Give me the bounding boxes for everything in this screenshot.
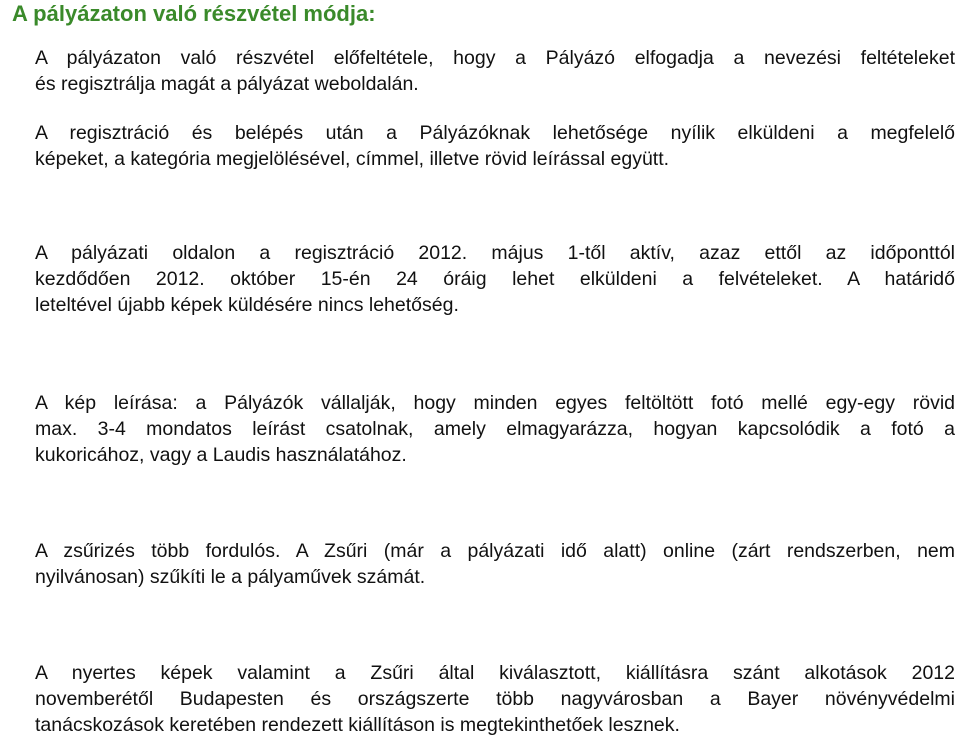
paragraph-participation-condition <box>35 45 955 97</box>
paragraph-line: A regisztráció és belépés után a Pályázóknak lehetősége nyílik elküldeni a megfelelő <box>35 122 955 144</box>
paragraph-line: A zsűrizés több fordulós. A Zsűri (már a pályázati idő alatt) online (zárt rendszerben, nem <box>35 540 955 562</box>
paragraph-line: és regisztrálja magát a pályázat weboldalán. <box>35 73 419 96</box>
paragraph-exhibition <box>35 660 955 739</box>
paragraph-line: max. 3-4 mondatos leírást csatolnak, amely elmagyarázza, hogyan kapcsolódik a fotó a <box>35 418 955 441</box>
paragraph-line: A kép leírása: a Pályázók vállalják, hogy minden egyes feltöltött fotó mellé egy-egy rövid <box>35 392 955 414</box>
paragraph-line: A nyertes képek valamint a Zsűri által kiválasztott, kiállításra szánt alkotások 2012 <box>35 662 955 684</box>
paragraph-line: kukoricához, vagy a Laudis használatához. <box>35 444 407 467</box>
paragraph-deadline <box>35 240 955 319</box>
section-heading: A pályázaton való részvétel módja: <box>12 1 376 26</box>
paragraph-line: tanácskozások keretében rendezett kiállításon is megtekinthetőek lesznek. <box>35 714 680 737</box>
paragraph-line: A pályázaton való részvétel előfeltétele, hogy a Pályázó elfogadja a nevezési feltételeket <box>35 47 955 69</box>
paragraph-image-description <box>35 390 955 469</box>
paragraph-line: kezdődően 2012. október 15-én 24 óráig lehet elküldeni a felvételeket. A határidő <box>35 268 955 291</box>
paragraph-registration <box>35 120 955 172</box>
paragraph-line: nyilvánosan) szűkíti le a pályaművek számát. <box>35 566 426 589</box>
paragraph-line: képeket, a kategória megjelölésével, címmel, illetve rövid leírással együtt. <box>35 148 670 171</box>
paragraph-jury <box>35 538 955 590</box>
paragraph-line: novemberétől Budapesten és országszerte több nagyvárosban a Bayer növényvédelmi <box>35 688 955 711</box>
paragraph-line: leteltével újabb képek küldésére nincs lehetőség. <box>35 294 459 317</box>
paragraph-line: A pályázati oldalon a regisztráció 2012. május 1-től aktív, azaz ettől az időponttól <box>35 242 955 264</box>
